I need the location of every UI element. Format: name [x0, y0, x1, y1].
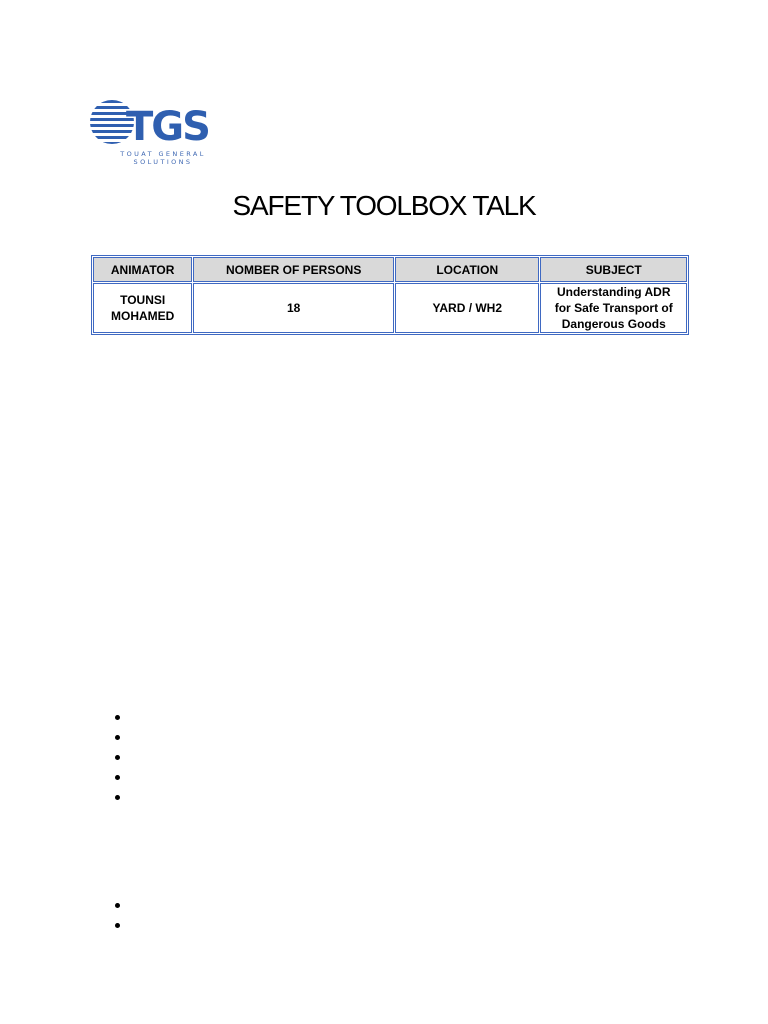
subject-line-3: Dangerous Goods: [561, 317, 666, 331]
tgs-logo-mark: [88, 96, 228, 152]
table-row: [93, 283, 687, 333]
animator-second-line: MOHAMED: [111, 309, 175, 323]
bullet-icon: [115, 775, 120, 780]
cell-animator: [93, 283, 192, 333]
bullet-icon: [115, 715, 120, 720]
document-title: SAFETY TOOLBOX TALK: [232, 190, 536, 221]
bullet-icon: [115, 795, 120, 800]
toolbox-info-table: [91, 255, 689, 335]
bullet-icon: [115, 735, 120, 740]
cell-location: YARD / WH2: [395, 283, 539, 333]
subject-line-1: Understanding ADR: [556, 285, 671, 299]
logo-company-name: [107, 150, 219, 166]
header-location: LOCATION: [395, 257, 539, 282]
header-animator: ANIMATOR: [93, 257, 192, 282]
company-logo: [88, 96, 228, 174]
logo-company-line1: TOUAT GENERAL: [120, 150, 206, 158]
cell-subject: [540, 283, 687, 333]
bullet-icon: [115, 903, 120, 908]
table-header-row: [93, 257, 687, 282]
cell-persons: 18: [193, 283, 394, 333]
bullet-icon: [115, 755, 120, 760]
logo-company-line2: SOLUTIONS: [133, 158, 193, 166]
header-subject: SUBJECT: [540, 257, 687, 282]
bullet-icon: [115, 923, 120, 928]
subject-line-2: for Safe Transport of: [554, 301, 673, 315]
animator-first-line: TOUNSI: [120, 293, 166, 307]
header-persons: NOMBER OF PERSONS: [193, 257, 394, 282]
logo-mark-text: TGS: [126, 104, 209, 150]
